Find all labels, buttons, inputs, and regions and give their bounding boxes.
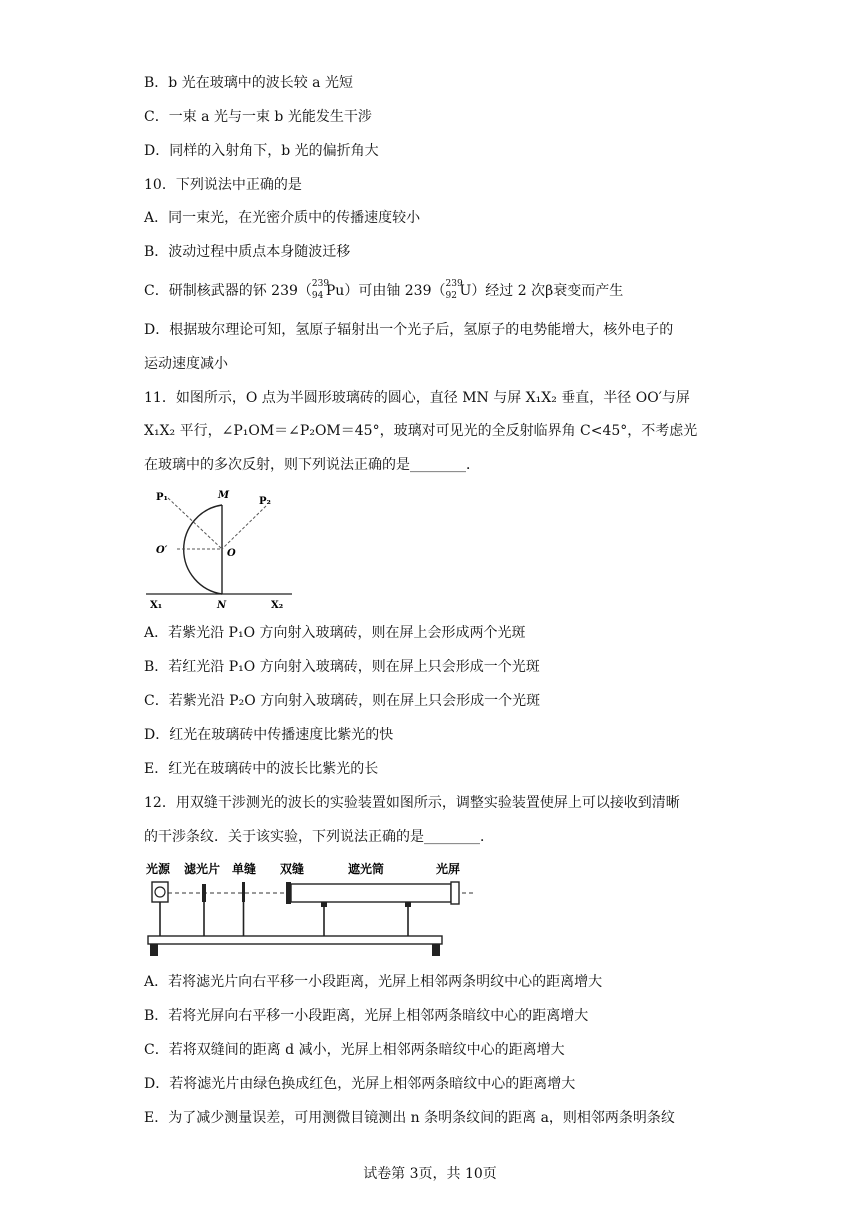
tube-body [291,884,451,902]
label-p1: P₁ [156,492,168,503]
label-single-slit: 单缝 [232,862,257,876]
q10-option-a: A．同一束光，在光密介质中的传播速度较小 [144,210,421,226]
q10-c-middle: ）可由铀 239（ [344,283,446,299]
pu-symbol: Pu [325,283,345,299]
q11-stem-line3: 在玻璃中的多次反射，则下列说法正确的是________． [144,457,480,473]
q11-stem-line1: 11．如图所示，O 点为半圆形玻璃砖的圆心，直径 MN 与屏 X₁X₂ 垂直，半径 OO′与屏 [144,390,690,406]
label-o-prime: O′ [156,545,168,556]
q12-option-b: B．若将光屏向右平移一小段距离，光屏上相邻两条暗纹中心的距离增大 [144,1008,589,1024]
q10-c-suffix: ）经过 2 次β衰变而产生 [471,283,624,299]
q12-option-d: D．若将滤光片由绿色换成红色，光屏上相邻两条暗纹中心的距离增大 [144,1076,576,1092]
filter-element [202,884,206,902]
q12-option-c: C．若将双缝间的距离 d 减小，光屏上相邻两条暗纹中心的距离增大 [144,1042,565,1058]
q12-option-e: E．为了减少测量误差，可用测微目镜测出 n 条明条纹间的距离 a，则相邻两条明条纹 [144,1110,675,1126]
q12-stem-line1: 12．用双缝干涉测光的波长的实验装置如图所示，调整实验装置使屏上可以接收到清晰 [144,795,680,811]
q11-option-a: A．若紫光沿 P₁O 方向射入玻璃砖，则在屏上会形成两个光斑 [144,625,526,641]
q10-stem: 10．下列说法中正确的是 [144,177,302,193]
screen-element [451,882,459,904]
pu-nuclide: 239 94 [311,279,330,301]
q9-option-b: B．b 光在玻璃中的波长较 a 光短 [144,75,353,91]
q9-option-d: D．同样的入射角下，b 光的偏折角大 [144,143,379,159]
q11-option-d: D．红光在玻璃砖中传播速度比紫光的快 [144,727,394,743]
label-p2: P₂ [259,496,271,507]
optical-bench [148,936,442,944]
label-m: M [218,490,230,501]
light-source-box [152,882,168,902]
q11-option-c: C．若紫光沿 P₂O 方向射入玻璃砖，则在屏上只会形成一个光斑 [144,693,541,709]
q12-option-a: A．若将滤光片向右平移一小段距离，光屏上相邻两条明纹中心的距离增大 [144,974,603,990]
q10-option-b: B．波动过程中质点本身随波迁移 [144,244,351,260]
label-double-slit: 双缝 [280,862,305,876]
label-o: O [227,548,236,559]
label-tube: 遮光筒 [348,862,385,876]
q10-option-d-line2: 运动速度减小 [144,356,228,372]
ray-p2o [222,506,266,549]
q11-stem-line2: X₁X₂ 平行，∠P₁OM＝∠P₂OM＝45°，玻璃对可见光的全反射临界角 C<45°，不考虑光 [144,423,698,439]
ray-p1o [168,498,222,549]
single-slit-element [242,882,245,902]
label-x2: X₂ [271,600,284,611]
q10-option-d-line1: D．根据玻尔理论可知，氢原子辐射出一个光子后，氢原子的电势能增大，核外电子的 [144,322,674,338]
q10-c-prefix: C．研制核武器的钚 239（ [144,283,312,299]
label-n: N [217,600,227,611]
u-nuclide: 239 92 [445,279,463,301]
label-filter: 滤光片 [184,862,221,876]
double-slit-element [286,882,291,904]
double-slit-apparatus-diagram [144,856,479,960]
q11-option-e: E．红光在玻璃砖中的波长比紫光的长 [144,761,379,777]
label-x1: X₁ [150,600,163,611]
label-screen: 光屏 [436,862,461,876]
q10-option-c [144,281,623,301]
q9-option-c: C．一束 a 光与一束 b 光能发生干涉 [144,109,372,125]
semicircle-glass-diagram [144,486,294,612]
q12-stem-line2: 的干涉条纹．关于该实验，下列说法正确的是________． [144,829,494,845]
page-footer: 试卷第 3页，共 10页 [363,1166,497,1182]
label-light-source: 光源 [146,862,171,876]
q11-option-b: B．若红光沿 P₁O 方向射入玻璃砖，则在屏上只会形成一个光斑 [144,659,540,675]
u-symbol: U [459,283,472,299]
